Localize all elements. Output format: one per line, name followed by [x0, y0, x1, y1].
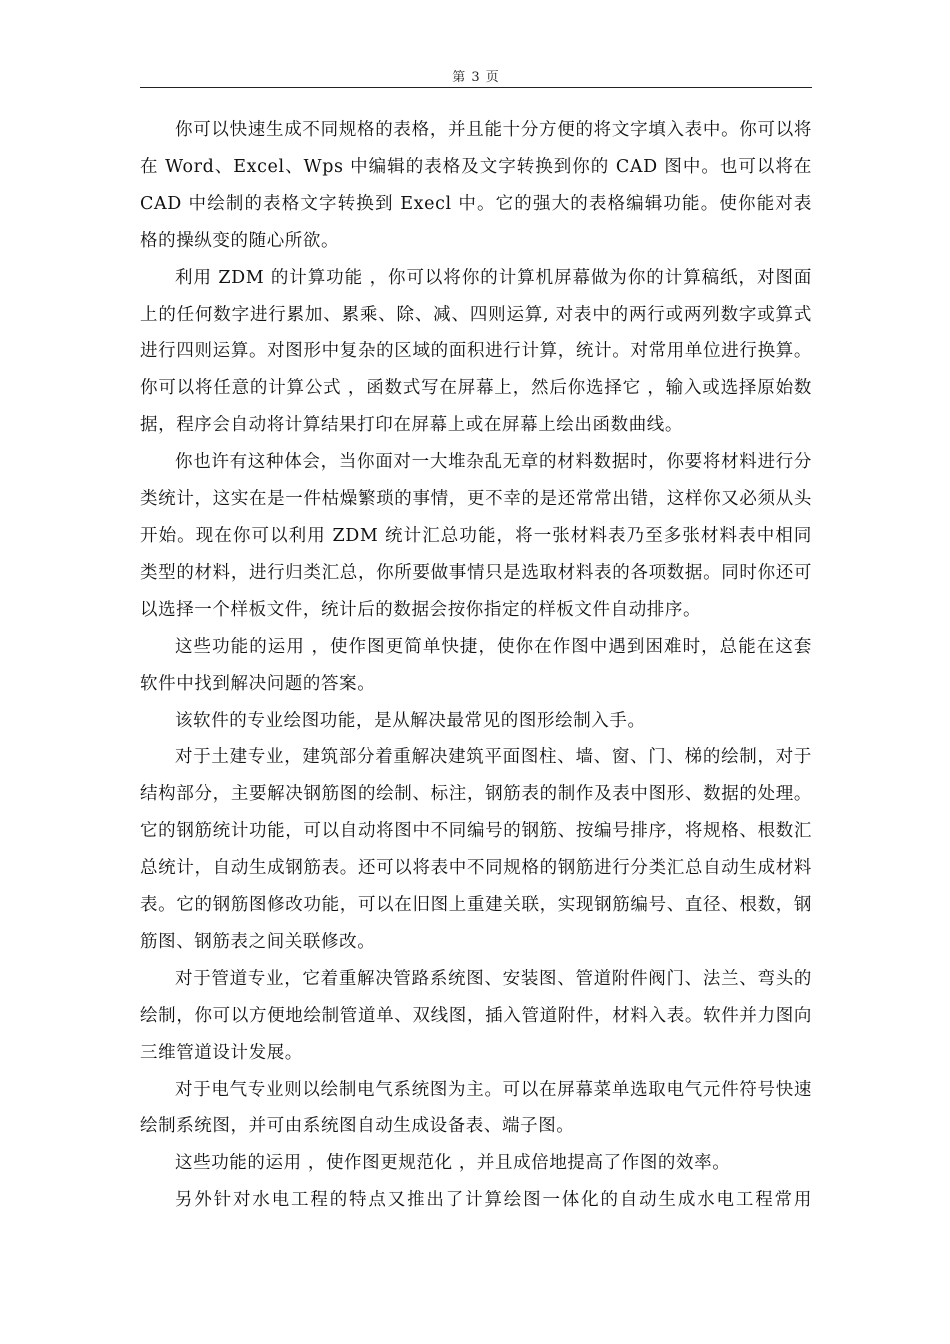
paragraph-function-summary: 这些功能的运用 ，使作图更简单快捷，使你在作图中遇到困难时，总能在这套软件中找到解决问题的答案。 [140, 636, 812, 694]
paragraph-calculation-features: 利用 ZDM 的计算功能 ，你可以将你的计算机屏幕做为你的计算稿纸，对图面上的任何数字进行累加、累乘、除、减、四则运算, 对表中的两行或两列数字或算式进行四则运算。对图形中复杂的区域的面积进行计算，统计。对常用单位进行换算。你可以将任意的计算公式 ，函数式写在屏幕上，然后你选择它 ，输入或选择原始数据，程序会自动将计算结果打印在屏幕上或在屏幕上绘出函数曲线。 [140, 267, 812, 436]
paragraph-hydropower: 另外针对水电工程的特点又推出了计算绘图一体化的自动生成水电工程常用 [175, 1190, 812, 1211]
paragraph-civil-engineering: 对于土建专业，建筑部分着重解决建筑平面图柱、墙、窗、门、梯的绘制，对于结构部分，主要解决钢筋图的绘制、标注，钢筋表的制作及表中图形、数据的处理。它的钢筋统计功能，可以自动将图中不同编号的钢筋、按编号排序，将规格、根数汇总统计，自动生成钢筋表。还可以将表中不同规格的钢筋进行分类汇总自动生成材料表。它的钢筋图修改功能，可以在旧图上重建关联，实现钢筋编号、直径、根数，钢筋图、钢筋表之间关联修改。 [140, 747, 812, 952]
paragraph-professional-drawing: 该软件的专业绘图功能，是从解决最常见的图形绘制入手。 [175, 710, 646, 731]
paragraph-electrical: 对于电气专业则以绘制电气系统图为主。可以在屏幕菜单选取电气元件符号快速绘制系统图，并可由系统图自动生成设备表、端子图。 [140, 1079, 812, 1137]
paragraph-table-features: 你可以快速生成不同规格的表格，并且能十分方便的将文字填入表中。你可以将在 Word、Excel、Wps 中编辑的表格及文字转换到你的 CAD 图中。也可以将在 CAD 中绘制的表格文字转换到 Execl 中。它的强大的表格编辑功能。使你能对表格的操纵变的随心所欲。 [140, 120, 812, 251]
paragraph-piping: 对于管道专业，它着重解决管路系统图、安装图、管道附件阀门、法兰、弯头的绘制，你可以方便地绘制管道单、双线图，插入管道附件，材料入表。软件并力图向三维管道设计发展。 [140, 968, 812, 1063]
page-header: 第 3 页 [452, 70, 500, 85]
header-divider [140, 87, 812, 88]
document-body [140, 112, 812, 1219]
paragraph-statistics-features: 你也许有这种体会，当你面对一大堆杂乱无章的材料数据时，你要将材料进行分类统计，这实在是一件枯燥繁琐的事情，更不幸的是还常常出错，这样你又必须从头开始。现在你可以利用 ZDM 统计汇总功能，将一张材料表乃至多张材料表中相同类型的材料，进行归类汇总，你所要做事情只是选取材料表的各项数据。同时你还可以选择一个样板文件，统计后的数据会按你指定的样板文件自动排序。 [140, 452, 812, 620]
paragraph-efficiency: 这些功能的运用 ，使作图更规范化 ，并且成倍地提高了作图的效率。 [175, 1153, 731, 1174]
